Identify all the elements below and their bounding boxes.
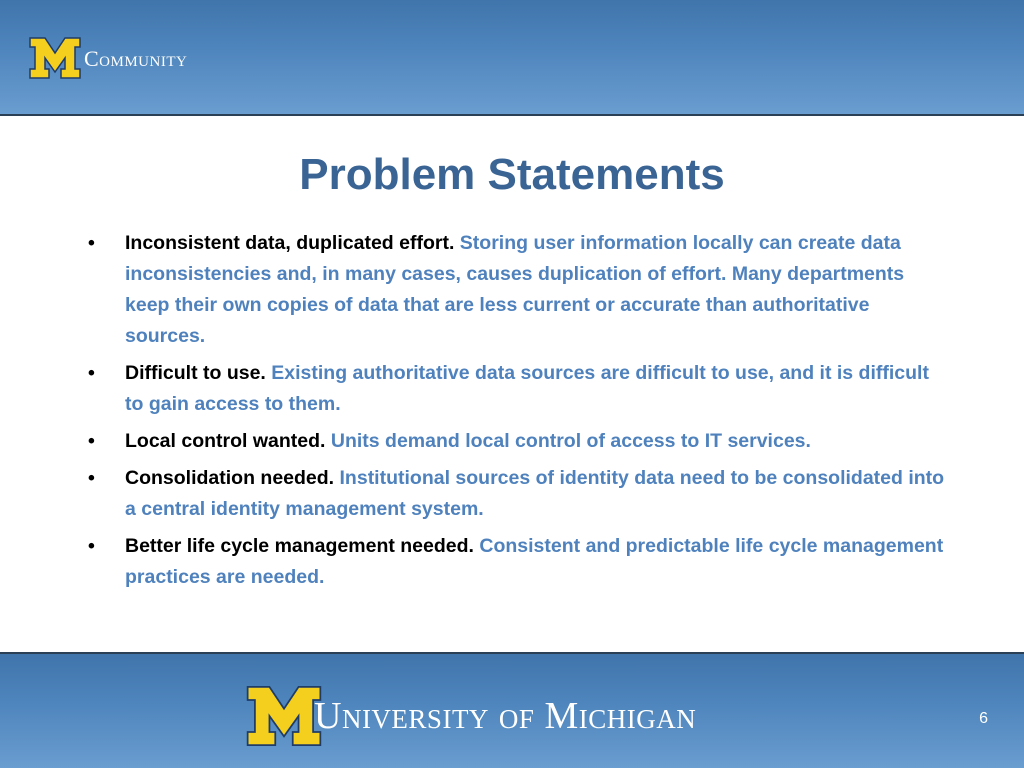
bullet-item: [88, 426, 948, 457]
bullet-lead: Consolidation needed.: [125, 467, 335, 489]
block-m-icon: [28, 36, 82, 80]
bullet-text: Units demand local control of access to IT services.: [330, 430, 811, 452]
university-wordmark: University of Michigan: [314, 695, 697, 737]
bullet-text: Consistent and predictable life cycle management practices are needed.: [125, 535, 944, 588]
bullet-text: Storing user information locally can create data inconsistencies and, in many cases, causes duplication of effort. Many departments keep their own copies of data that are less current or accurate than authoritative sources.: [125, 232, 905, 347]
page-number: 6: [979, 710, 988, 727]
bullet-item: [88, 358, 948, 420]
slide-title: Problem Statements: [299, 150, 725, 199]
bullet-item: [88, 463, 948, 525]
bullet-icon: •: [88, 430, 95, 452]
bullet-icon: •: [88, 362, 95, 384]
bullet-lead: Inconsistent data, duplicated effort.: [125, 232, 455, 254]
bullet-lead: Difficult to use.: [125, 362, 266, 384]
bullet-lead: Better life cycle management needed.: [125, 535, 474, 557]
bullet-item: [88, 228, 948, 352]
header-band: [0, 0, 1024, 116]
mcommunity-wordmark: Community: [84, 46, 188, 71]
bullet-text: Institutional sources of identity data need to be consolidated into a central identity management system.: [125, 467, 945, 520]
bullet-list: [88, 228, 948, 599]
bullet-lead: Local control wanted.: [125, 430, 326, 452]
bullet-item: [88, 531, 948, 593]
bullet-icon: •: [88, 232, 95, 254]
bullet-icon: •: [88, 535, 95, 557]
bullet-icon: •: [88, 467, 95, 489]
bullet-text: Existing authoritative data sources are difficult to use, and it is difficult to gain access to them.: [125, 362, 929, 415]
footer-band: [0, 652, 1024, 768]
